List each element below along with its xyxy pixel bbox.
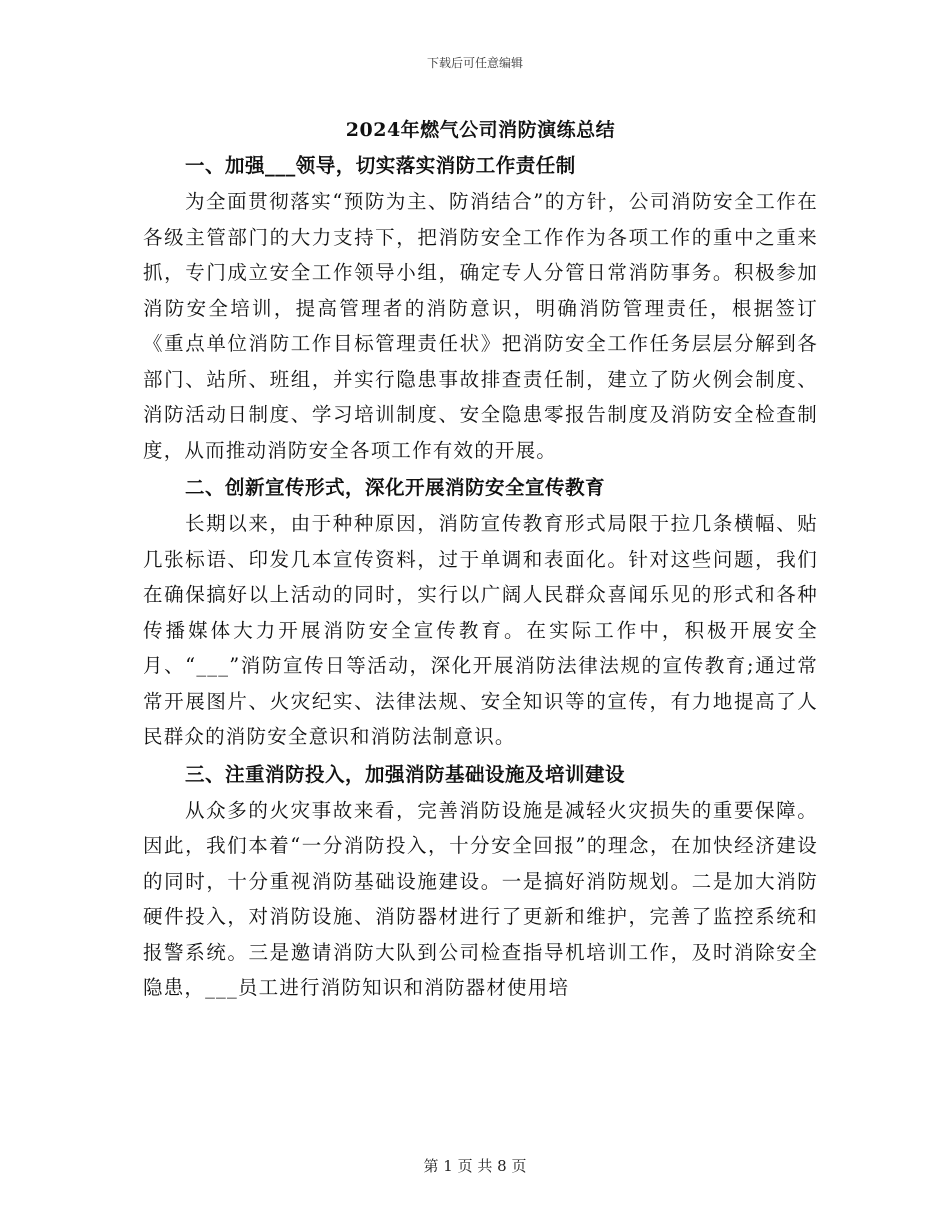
document-body: [143, 112, 818, 1008]
section-heading-1: 一、加强___领导，切实落实消防工作责任制: [185, 154, 576, 177]
page-indicator: 第 1 页 共 8 页: [423, 1157, 527, 1175]
section-heading-3: 三、注重消防投入，加强消防基础设施及培训建设: [185, 762, 626, 786]
document-title: 2024年燃气公司消防演练总结: [345, 119, 616, 141]
section-paragraph-3: 从众多的火灾事故来看，完善消防设施是减轻火灾损失的重要保障。因此，我们本着“一分消防投入，十分安全回报”的理念，在加快经济建设的同时，十分重视消防基础设施建设。一是搞好消防规划。二是加大消防硬件投入，对消防设施、消防器材进行了更新和维护，完善了监控系统和报警系统。三是邀请消防大队到公司检查指导机培训工作，及时消除安全隐患，___员工进行消防知识和消防器材使用培: [143, 798, 818, 999]
section-heading-2: 二、创新宣传形式，深化开展消防安全宣传教育: [185, 476, 606, 499]
header-note: 下载后可任意编辑: [426, 56, 523, 70]
section-paragraph-2: 长期以来，由于种种原因，消防宣传教育形式局限于拉几条横幅、贴几张标语、印发几本宣传资料，过于单调和表面化。针对这些问题，我们在确保搞好以上活动的同时，实行以广阔人民群众喜闻乐见的形式和各种传播媒体大力开展消防安全宣传教育。在实际工作中，积极开展安全月、“___”消防宣传日等活动，深化开展消防法律法规的宣传教育;通过常常开展图片、火灾纪实、法律法规、安全知识等的宣传，有力地提高了人民群众的消防安全意识和消防法制意识。: [143, 512, 818, 748]
section-paragraph-1: 为全面贯彻落实“预防为主、防消结合”的方针，公司消防安全工作在各级主管部门的大力支持下，把消防安全工作作为各项工作的重中之重来抓，专门成立安全工作领导小组，确定专人分管日常消防事务。积极参加消防安全培训，提高管理者的消防意识，明确消防管理责任，根据签订《重点单位消防工作目标管理责任状》把消防安全工作任务层层分解到各部门、站所、班组，并实行隐患事故排查责任制，建立了防火例会制度、消防活动日制度、学习培训制度、安全隐患零报告制度及消防安全检查制度，从而推动消防安全各项工作有效的开展。: [143, 190, 818, 462]
